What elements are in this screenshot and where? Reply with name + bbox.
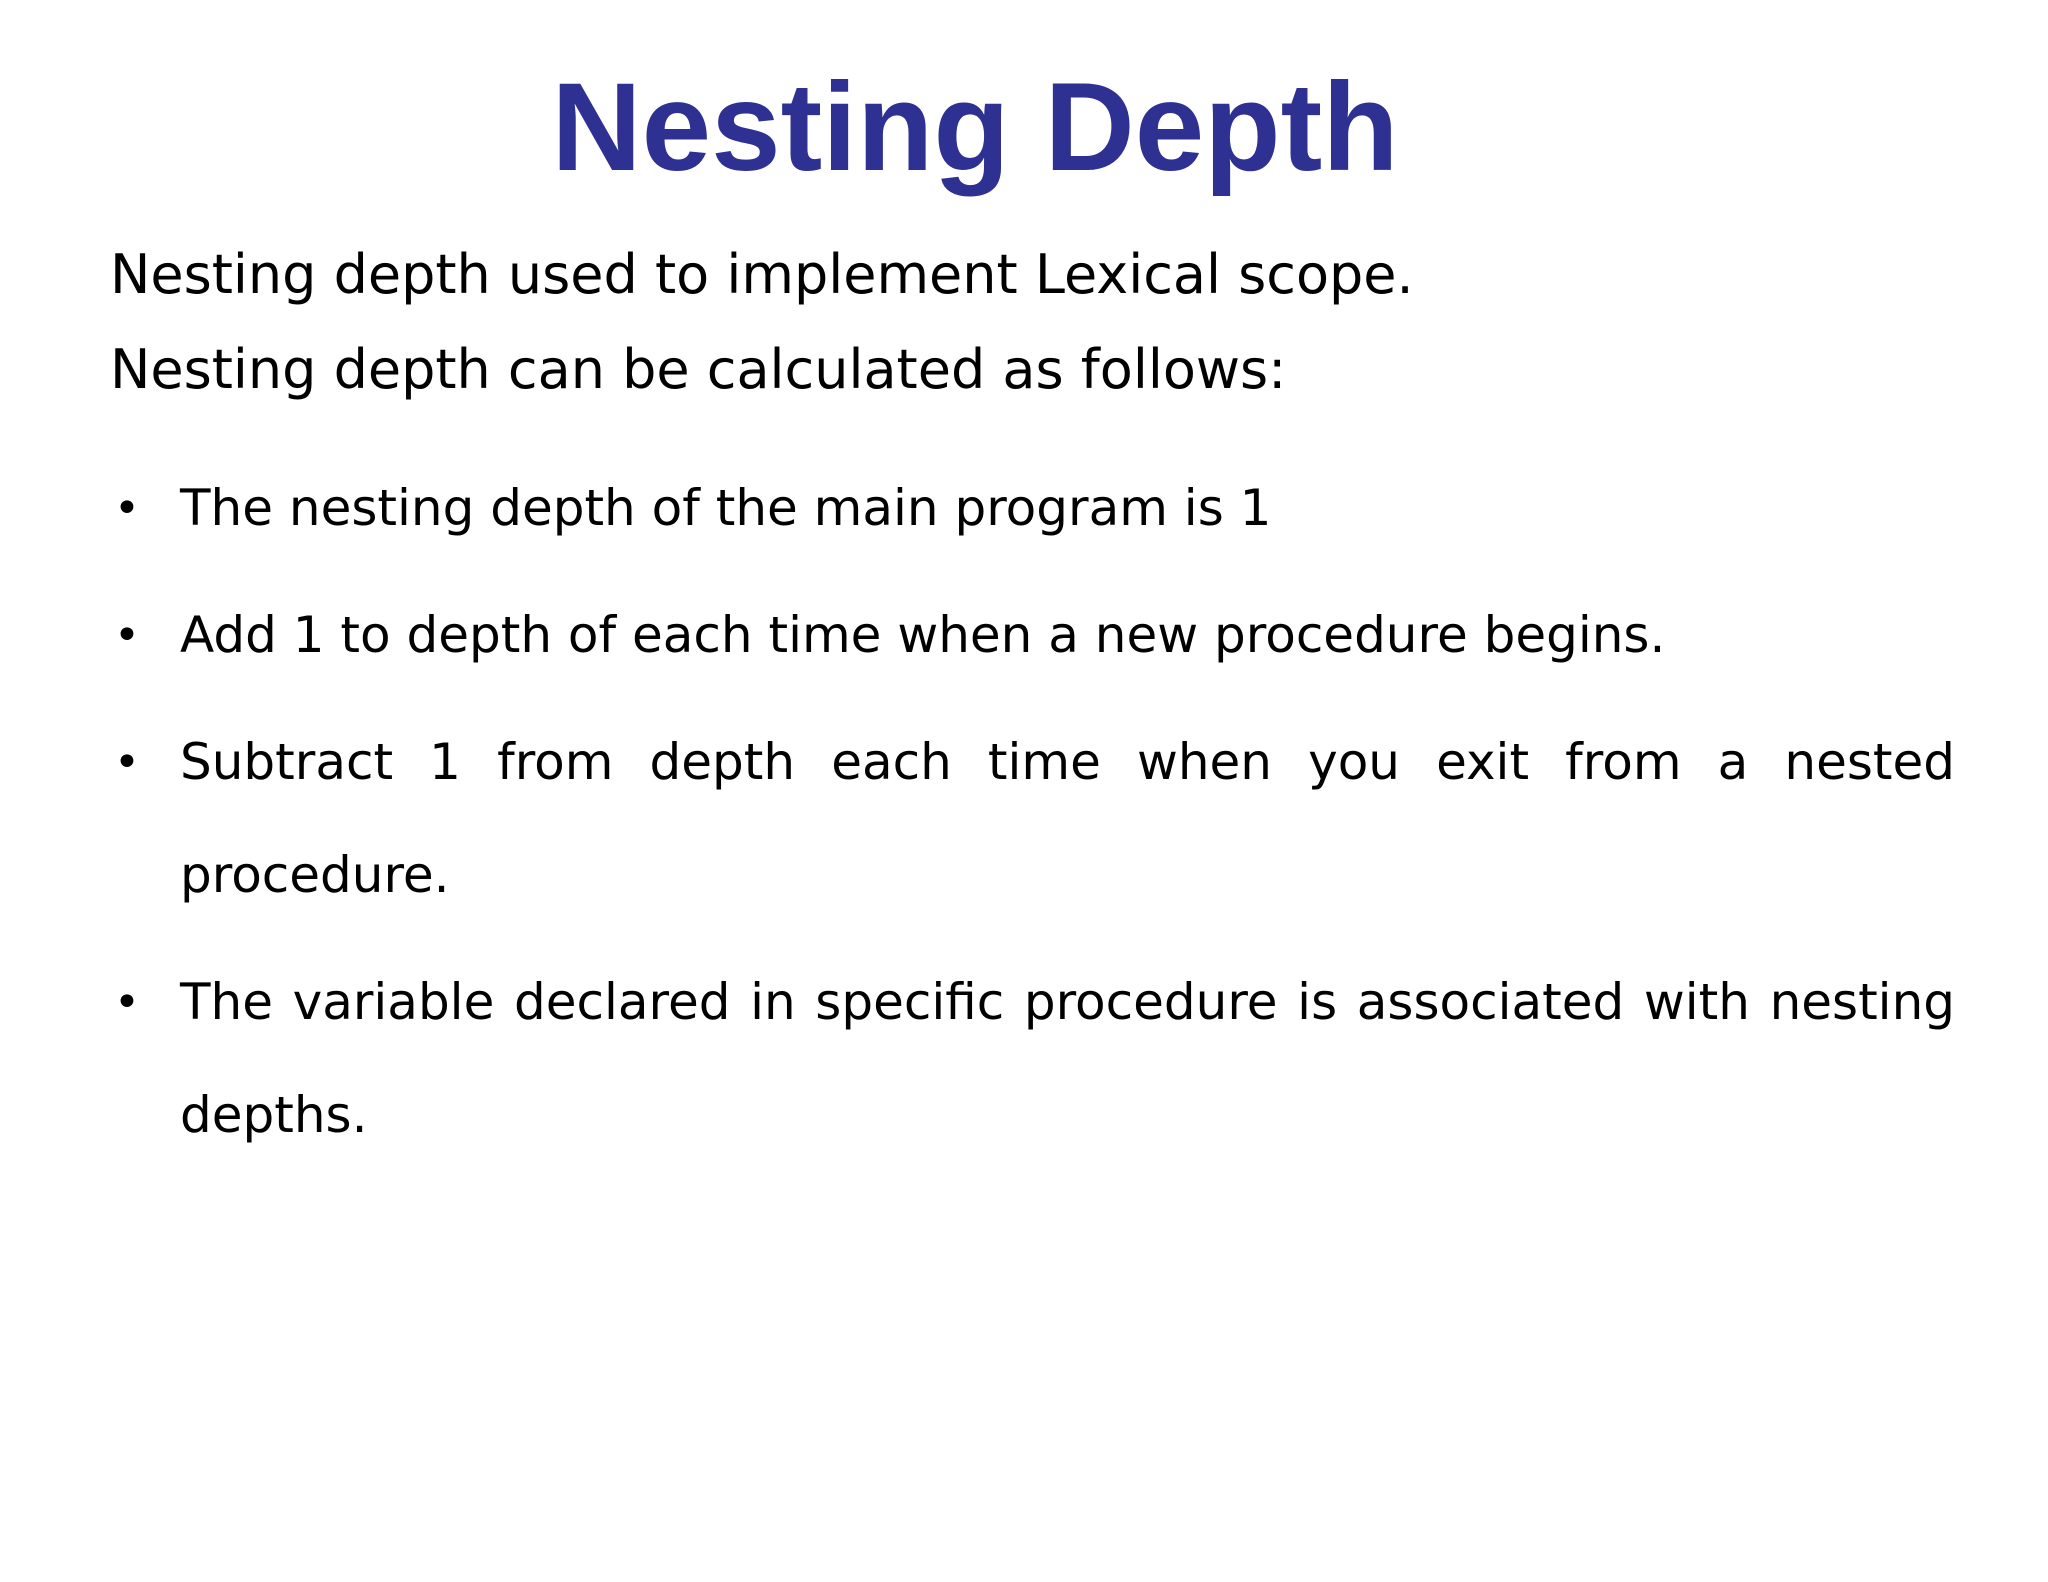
bullet-icon: • [114,737,140,788]
bullet-icon: • [114,483,140,534]
bullet-list [110,452,1955,1172]
bullet-item [110,946,1955,1172]
bullet-icon: • [114,610,140,661]
bullet-text: Subtract 1 from depth each time when you exit from a nested procedure. [180,733,1955,904]
intro-line-2: Nesting depth can be calculated as follows: [110,338,1287,401]
intro-line-1: Nesting depth used to implement Lexical scope. [110,243,1414,306]
bullet-text: The nesting depth of the main program is 1 [180,479,1272,537]
bullet-item [110,579,1955,692]
slide-title: Nesting Depth [551,58,1399,197]
bullet-text: The variable declared in specific procedure is associated with nesting depths. [180,973,1955,1144]
bullet-item [110,452,1955,565]
bullet-text: Add 1 to depth of each time when a new procedure begins. [180,606,1666,664]
bullet-icon: • [114,977,140,1028]
bullet-item [110,706,1955,932]
